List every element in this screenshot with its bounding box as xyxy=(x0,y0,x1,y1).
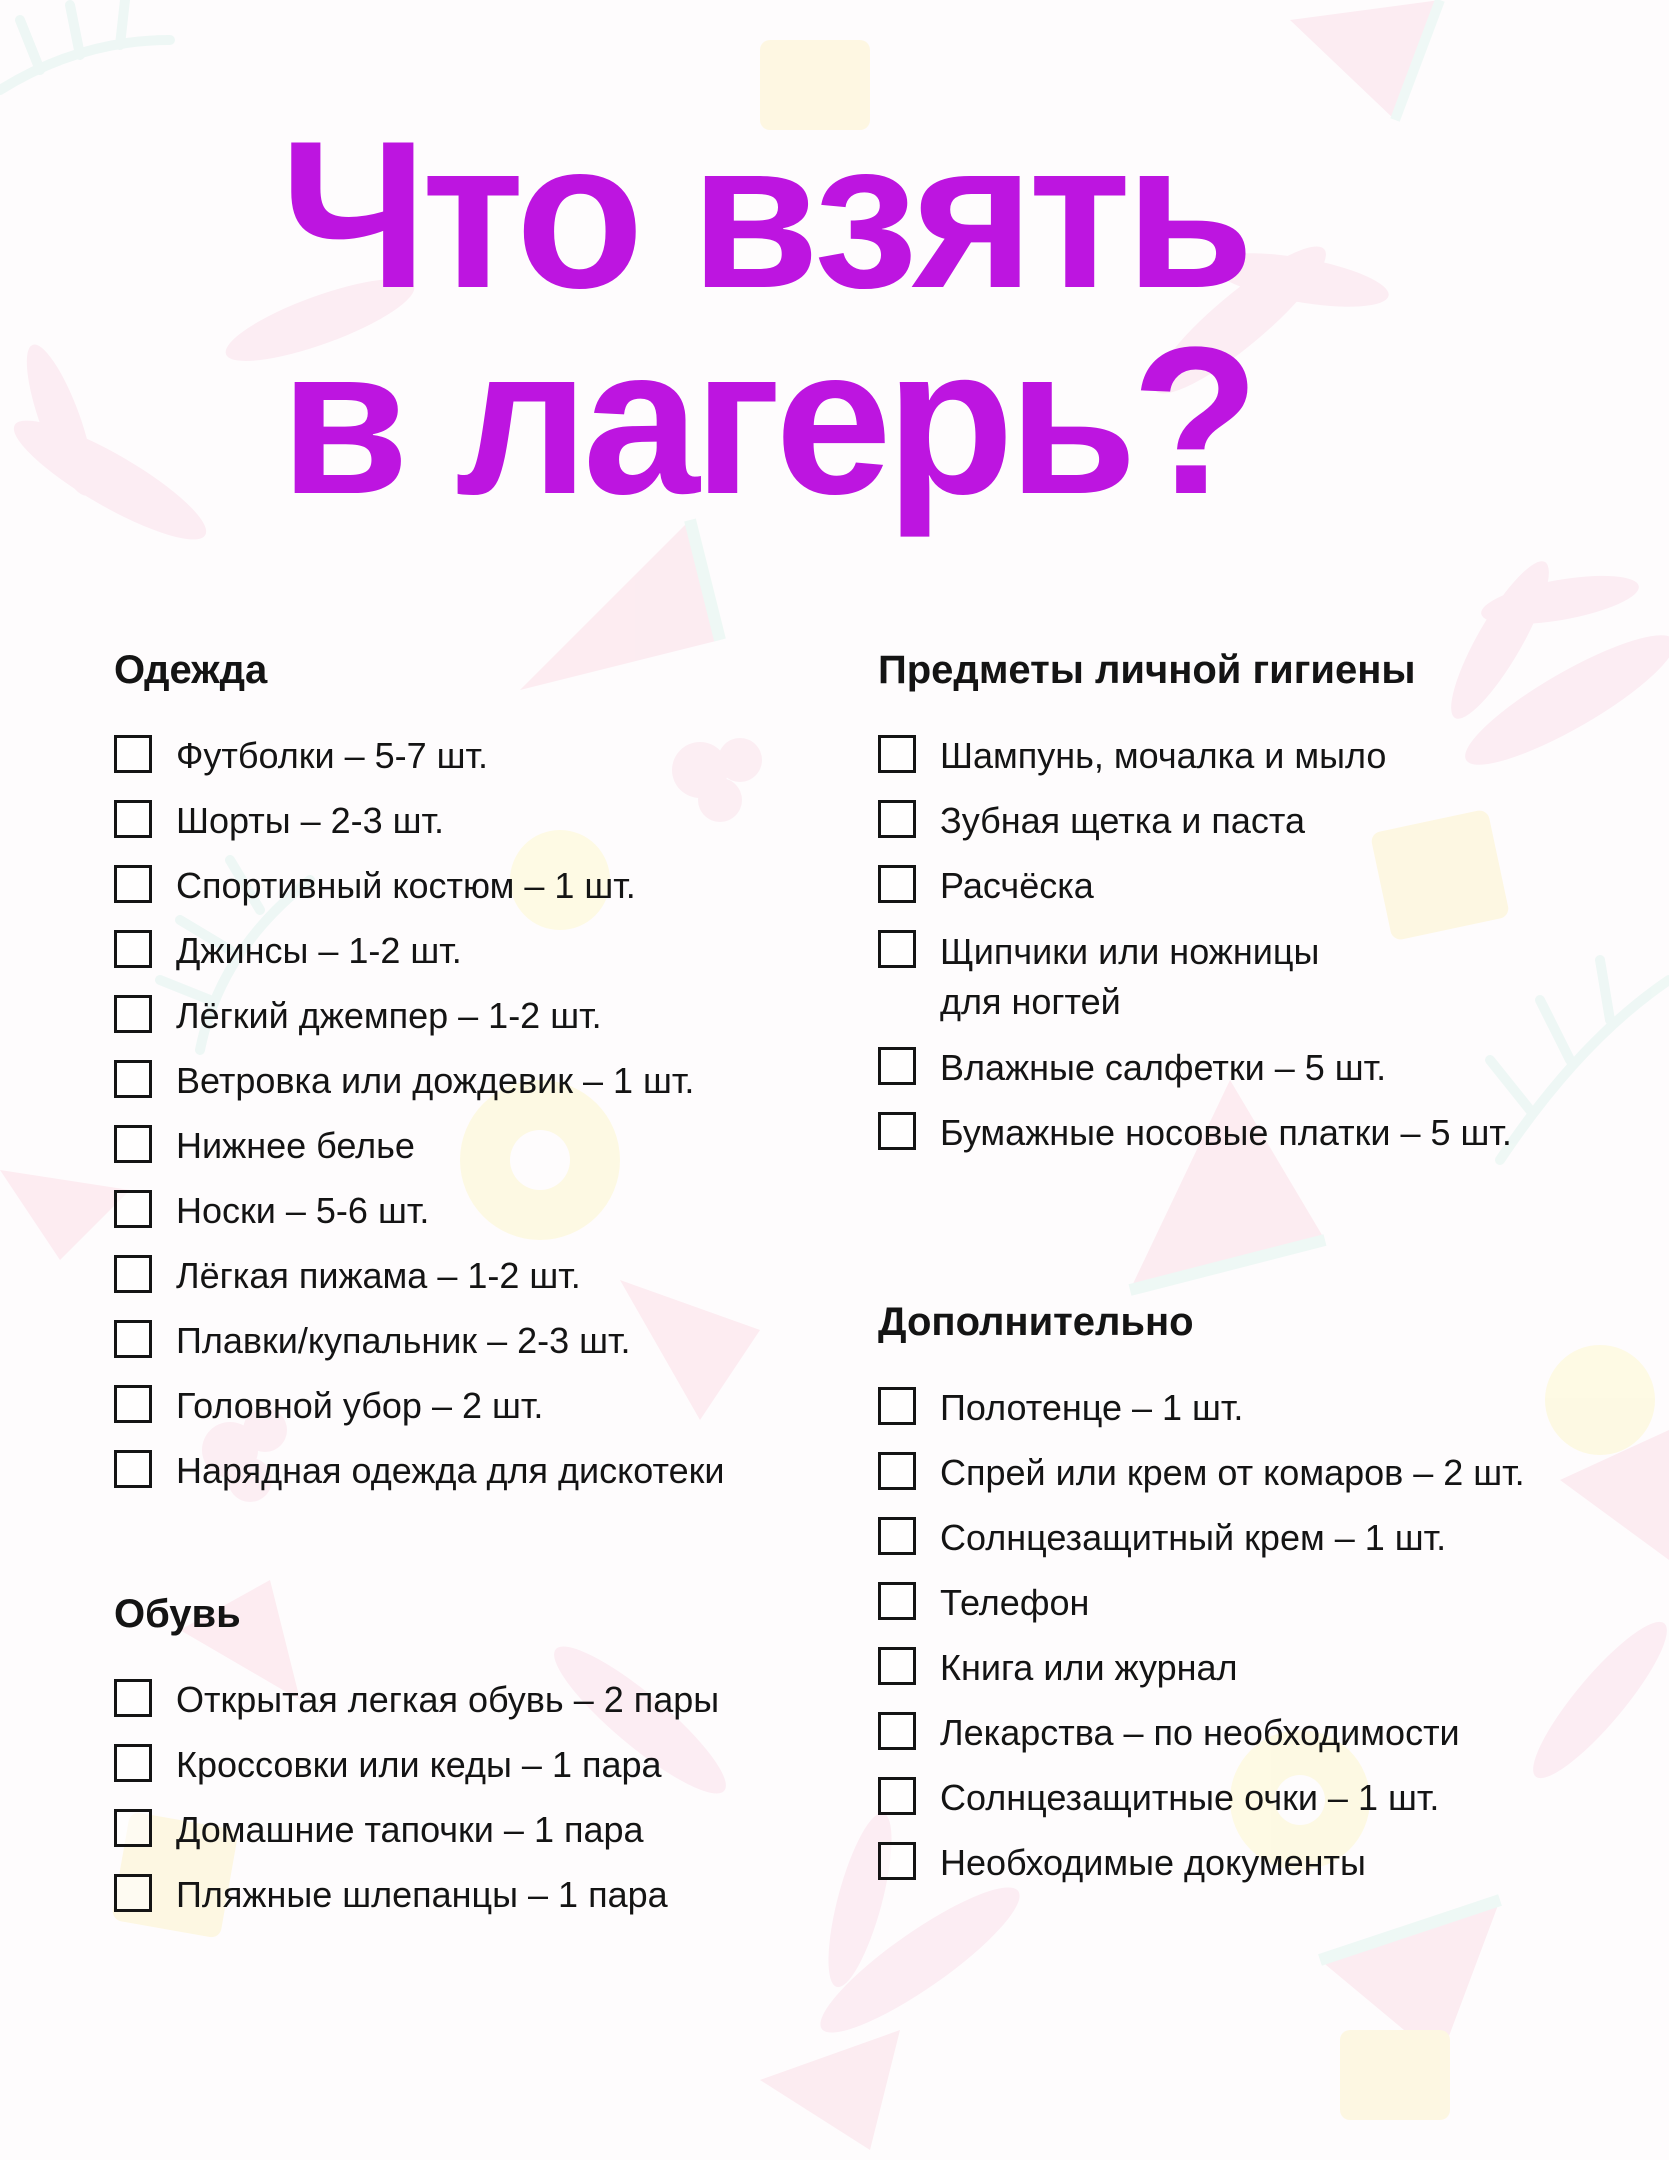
checklist-item xyxy=(878,1839,1525,1887)
checklist-item xyxy=(878,1774,1525,1822)
checklist-item xyxy=(878,1449,1525,1497)
checklist-item xyxy=(878,732,1512,780)
checklist-item-label: Пляжные шлепанцы – 1 пара xyxy=(176,1874,668,1915)
checklist-clothes xyxy=(114,732,724,1495)
checklist-item-label: Плавки/купальник – 2-3 шт. xyxy=(176,1320,631,1361)
checklist-item-label: Кроссовки или кеды – 1 пара xyxy=(176,1744,662,1785)
checklist-item-label: Необходимые документы xyxy=(940,1842,1366,1883)
checklist-item xyxy=(114,1741,719,1789)
checklist-item xyxy=(114,1676,719,1724)
checklist-item xyxy=(878,1514,1525,1562)
checklist-item-label: Спрей или крем от комаров – 2 шт. xyxy=(940,1452,1525,1493)
section-clothes xyxy=(114,646,724,1512)
palm-leaf-icon xyxy=(0,0,170,90)
checklist-item xyxy=(114,927,724,975)
checklist-item xyxy=(878,927,1512,1027)
checkbox[interactable] xyxy=(878,1647,916,1685)
checkbox[interactable] xyxy=(878,1777,916,1815)
checklist-item xyxy=(114,1806,719,1854)
title-line-2: в лагерь? xyxy=(280,303,1254,538)
checklist-item xyxy=(114,1252,724,1300)
checklist-item-label: Расчёска xyxy=(940,865,1094,906)
checklist-item xyxy=(114,862,724,910)
checklist-item-label: Джинсы – 1-2 шт. xyxy=(176,930,462,971)
checklist-item-label: Головной убор – 2 шт. xyxy=(176,1385,544,1426)
checklist-item xyxy=(114,992,724,1040)
checklist-item xyxy=(878,797,1512,845)
section-heading-clothes: Одежда xyxy=(114,648,268,692)
checklist-item-label: Солнцезащитный крем – 1 шт. xyxy=(940,1517,1447,1558)
checkbox[interactable] xyxy=(114,995,152,1033)
checklist-hygiene xyxy=(878,732,1512,1157)
checklist-item-label: Телефон xyxy=(940,1582,1090,1623)
section-shoes xyxy=(114,1590,719,1936)
section-heading-hygiene: Предметы личной гигиены xyxy=(878,648,1416,692)
checkbox[interactable] xyxy=(114,735,152,773)
checkbox[interactable] xyxy=(114,1809,152,1847)
checkbox[interactable] xyxy=(114,1385,152,1423)
checklist-item xyxy=(114,1447,724,1495)
checklist-item-label: Книга или журнал xyxy=(940,1647,1238,1688)
checklist-item xyxy=(878,1044,1512,1092)
section-heading-extra: Дополнительно xyxy=(878,1300,1194,1344)
checkbox[interactable] xyxy=(114,1255,152,1293)
checkbox[interactable] xyxy=(878,930,916,968)
checkbox[interactable] xyxy=(878,1452,916,1490)
checklist-item xyxy=(114,1382,724,1430)
checkbox[interactable] xyxy=(878,1047,916,1085)
checkbox[interactable] xyxy=(878,865,916,903)
title-line-1: Что взять xyxy=(280,97,1249,332)
checklist-item-label: Щипчики или ножницы для ногтей xyxy=(940,931,1320,1022)
checkbox[interactable] xyxy=(114,1744,152,1782)
checklist-item-label: Полотенце – 1 шт. xyxy=(940,1387,1244,1428)
checklist-item xyxy=(878,1709,1525,1757)
checklist-item-label: Влажные салфетки – 5 шт. xyxy=(940,1047,1387,1088)
checklist-item-label: Носки – 5-6 шт. xyxy=(176,1190,430,1231)
checklist-item-label: Лекарства – по необходимости xyxy=(940,1712,1460,1753)
checklist-item-label: Спортивный костюм – 1 шт. xyxy=(176,865,636,906)
checklist-item xyxy=(114,1122,724,1170)
checkbox[interactable] xyxy=(114,800,152,838)
checkbox[interactable] xyxy=(878,1712,916,1750)
ice-cream-icon xyxy=(1340,2030,1450,2120)
checklist-item-label: Открытая легкая обувь – 2 пары xyxy=(176,1679,720,1720)
checklist-item xyxy=(114,1187,724,1235)
checklist-item xyxy=(878,1384,1525,1432)
checkbox[interactable] xyxy=(878,1112,916,1150)
checklist-item-label: Бумажные носовые платки – 5 шт. xyxy=(940,1112,1512,1153)
checklist-item-label: Лёгкий джемпер – 1-2 шт. xyxy=(176,995,602,1036)
palm-frond-icon xyxy=(2,338,219,558)
section-heading-shoes: Обувь xyxy=(114,1592,241,1636)
checklist-item-label: Лёгкая пижама – 1-2 шт. xyxy=(176,1255,581,1296)
checkbox[interactable] xyxy=(114,865,152,903)
checklist-item-label: Футболки – 5-7 шт. xyxy=(176,735,489,776)
checkbox[interactable] xyxy=(878,735,916,773)
checkbox[interactable] xyxy=(878,1387,916,1425)
checkbox[interactable] xyxy=(878,1517,916,1555)
checkbox[interactable] xyxy=(878,1582,916,1620)
watermelon-slice-icon xyxy=(0,1170,130,1260)
checklist-item-label: Зубная щетка и паста xyxy=(940,800,1305,841)
section-extra xyxy=(878,1298,1525,1904)
checkbox[interactable] xyxy=(878,800,916,838)
checklist-item-label: Нижнее белье xyxy=(176,1125,415,1166)
checkbox[interactable] xyxy=(114,930,152,968)
checklist-extra xyxy=(878,1384,1525,1887)
checklist-item xyxy=(114,1871,719,1919)
checkbox[interactable] xyxy=(114,1450,152,1488)
checklist-item xyxy=(114,797,724,845)
pineapple-ring-icon xyxy=(1545,1345,1655,1455)
checklist-item-label: Шорты – 2-3 шт. xyxy=(176,800,445,841)
palm-leaf-icon xyxy=(1490,960,1669,1160)
checklist-item-label: Ветровка или дождевик – 1 шт. xyxy=(176,1060,695,1101)
checklist-item xyxy=(878,862,1512,910)
checkbox[interactable] xyxy=(114,1125,152,1163)
checkbox[interactable] xyxy=(878,1842,916,1880)
checkbox[interactable] xyxy=(114,1874,152,1912)
checklist-item xyxy=(878,1644,1525,1692)
checklist-shoes xyxy=(114,1676,719,1919)
checklist-item xyxy=(114,732,724,780)
checkbox[interactable] xyxy=(114,1190,152,1228)
checklist-item xyxy=(878,1579,1525,1627)
checkbox[interactable] xyxy=(114,1679,152,1717)
checklist-item-label: Солнцезащитные очки – 1 шт. xyxy=(940,1777,1440,1818)
checklist-item-label: Нарядная одежда для дискотеки xyxy=(176,1450,725,1491)
page-title xyxy=(280,97,1254,538)
checklist-item-label: Шампунь, мочалка и мыло xyxy=(940,735,1387,776)
palm-frond-icon xyxy=(1517,1608,1669,1792)
checklist-item xyxy=(114,1317,724,1365)
checkbox[interactable] xyxy=(114,1060,152,1098)
checkbox[interactable] xyxy=(114,1320,152,1358)
watermelon-slice-icon xyxy=(760,2030,900,2150)
checklist-item xyxy=(878,1109,1512,1157)
checklist-item-label: Домашние тапочки – 1 пара xyxy=(176,1809,644,1850)
section-hygiene xyxy=(878,646,1512,1174)
watermelon-slice-icon xyxy=(1290,0,1440,120)
checklist-item xyxy=(114,1057,724,1105)
